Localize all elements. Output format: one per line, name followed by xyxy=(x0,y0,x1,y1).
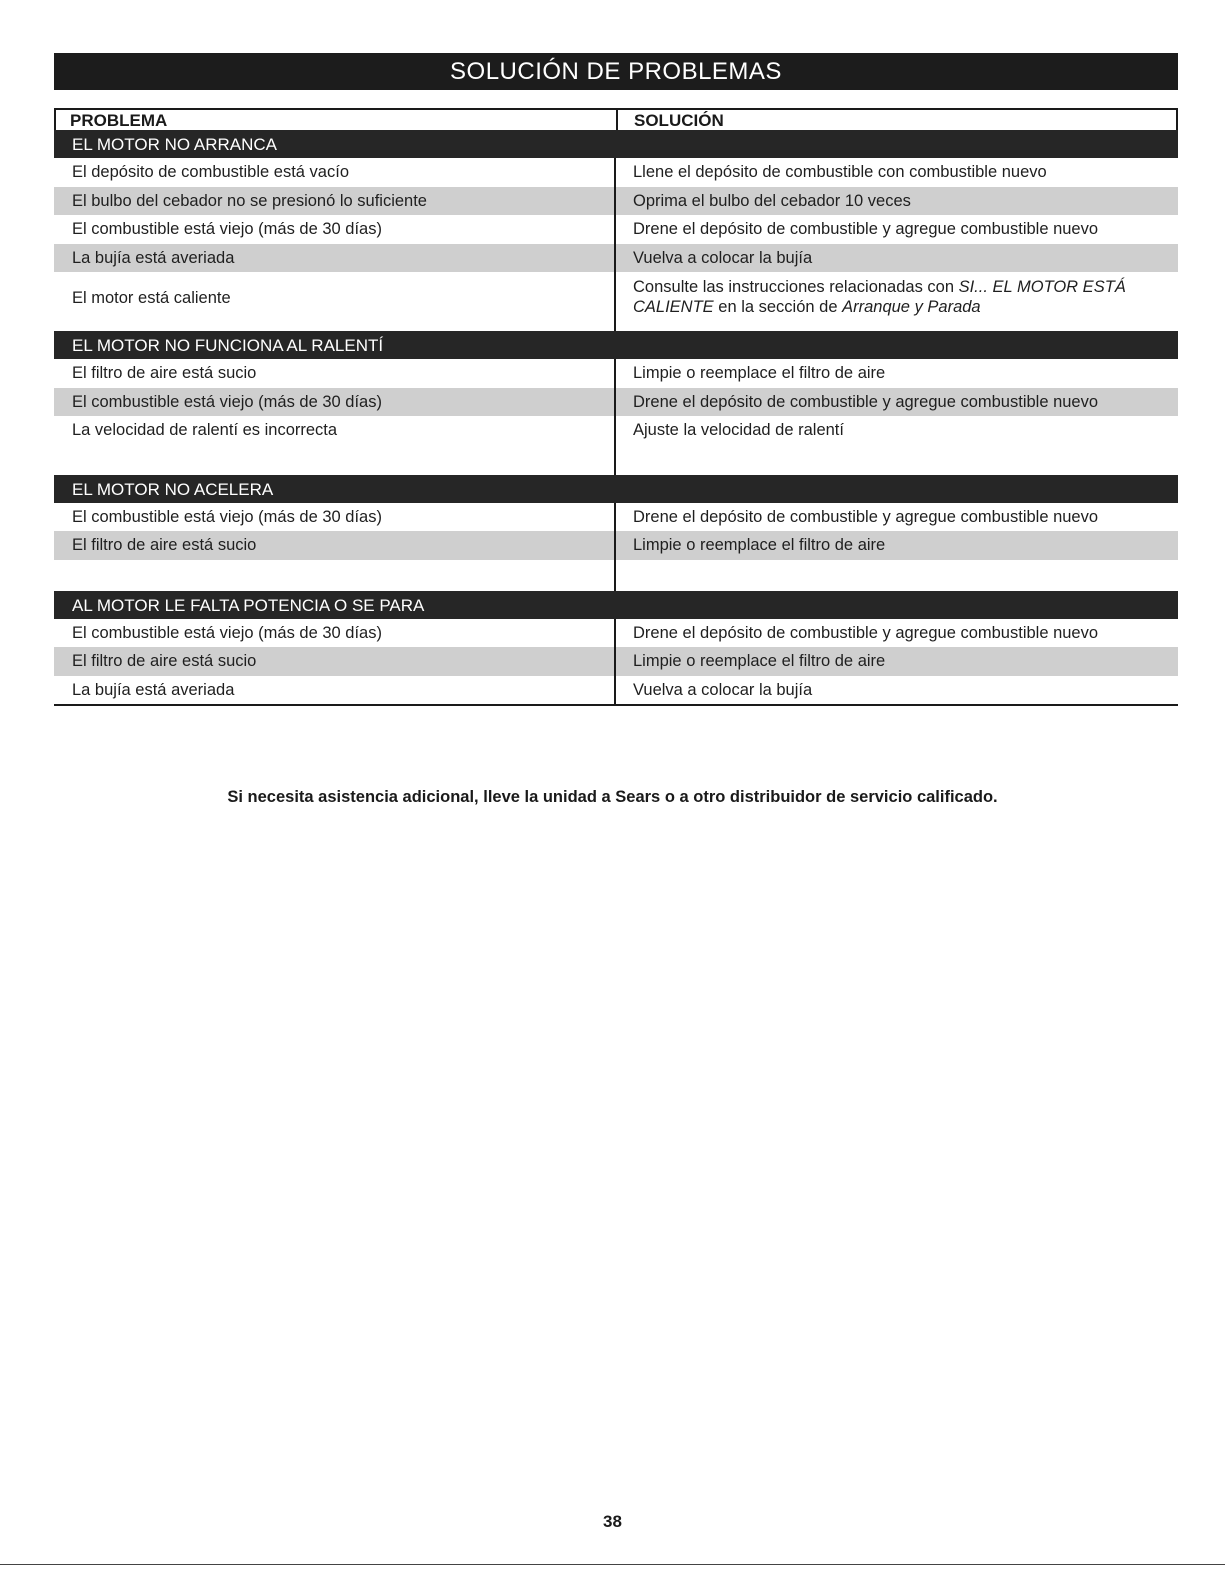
problem-cell: El combustible está viejo (más de 30 días) xyxy=(72,623,382,642)
page-edge-rule xyxy=(0,1564,1225,1565)
problem-cell: El combustible está viejo (más de 30 días) xyxy=(72,392,382,411)
page-number: 38 xyxy=(603,1512,622,1531)
solution-text: en la sección de xyxy=(713,298,843,316)
table-row xyxy=(54,244,1178,273)
solution-cell: Vuelva a colocar la bujía xyxy=(633,680,813,699)
problem-cell: El filtro de aire está sucio xyxy=(72,364,257,382)
section-no-arranca xyxy=(54,130,1178,331)
table-row xyxy=(54,531,1178,560)
solution-cell: Drene el depósito de combustible y agregue combustible nuevo xyxy=(633,392,1099,411)
column-divider xyxy=(614,503,616,591)
table-row xyxy=(54,272,1178,324)
problem-cell: El combustible está viejo (más de 30 días) xyxy=(72,220,382,238)
section-no-ralenti xyxy=(54,331,1178,475)
problem-cell: La velocidad de ralentí es incorrecta xyxy=(72,421,338,439)
solution-cell: Limpie o reemplace el filtro de aire xyxy=(633,536,886,554)
solution-cell: Llene el depósito de combustible con combustible nuevo xyxy=(633,163,1047,181)
table-row xyxy=(54,158,1178,187)
column-divider xyxy=(614,359,616,475)
table-row xyxy=(54,388,1178,417)
column-header-problem: PROBLEMA xyxy=(70,111,168,130)
table-row xyxy=(54,619,1178,648)
section-falta-potencia xyxy=(54,591,1178,705)
section-heading-text: AL MOTOR LE FALTA POTENCIA O SE PARA xyxy=(72,595,425,615)
problem-cell: El depósito de combustible está vacío xyxy=(72,163,349,181)
problem-cell: El motor está caliente xyxy=(72,289,231,307)
problem-cell: El filtro de aire está sucio xyxy=(72,652,257,670)
section-spacer xyxy=(54,324,1178,331)
solution-cell: Drene el depósito de combustible y agregue combustible nuevo xyxy=(633,507,1099,526)
section-heading xyxy=(54,331,1178,359)
troubleshooting-table xyxy=(54,108,1178,706)
section-heading xyxy=(54,130,1178,158)
table-row xyxy=(54,503,1178,532)
problem-cell: La bujía está averiada xyxy=(72,248,235,267)
section-no-acelera xyxy=(54,475,1178,591)
solution-cell: Drene el depósito de combustible y agregue combustible nuevo xyxy=(633,220,1099,238)
column-divider xyxy=(614,619,616,705)
solution-reference: SI... EL MOTOR ESTÁ CALIENTE xyxy=(633,278,1126,316)
table-row xyxy=(54,359,1178,388)
solution-cell: Oprima el bulbo del cebador 10 veces xyxy=(633,191,911,210)
solution-cell xyxy=(633,277,1178,317)
column-divider xyxy=(616,110,618,130)
solution-cell: Limpie o reemplace el filtro de aire xyxy=(633,652,886,670)
solution-cell: Vuelva a colocar la bujía xyxy=(633,248,813,267)
solution-cell: Limpie o reemplace el filtro de aire xyxy=(633,364,886,382)
section-heading xyxy=(54,591,1178,619)
problem-cell: La bujía está averiada xyxy=(72,680,235,699)
problem-cell: El bulbo del cebador no se presionó lo suficiente xyxy=(72,191,427,210)
solution-text: Consulte las instrucciones relacionadas con xyxy=(633,278,959,296)
section-spacer xyxy=(54,445,1178,475)
table-row xyxy=(54,215,1178,244)
section-heading-text: EL MOTOR NO ACELERA xyxy=(72,479,274,499)
solution-cell: Ajuste la velocidad de ralentí xyxy=(633,421,844,439)
table-header xyxy=(54,108,1178,130)
section-spacer xyxy=(54,560,1178,591)
table-row xyxy=(54,416,1178,445)
problem-cell: El combustible está viejo (más de 30 días) xyxy=(72,507,382,526)
table-row xyxy=(54,647,1178,676)
column-header-solution: SOLUCIÓN xyxy=(634,111,724,130)
solution-cell: Drene el depósito de combustible y agregue combustible nuevo xyxy=(633,623,1099,642)
table-row xyxy=(54,187,1178,216)
table-row xyxy=(54,676,1178,705)
solution-reference: Arranque y Parada xyxy=(842,298,981,316)
problem-cell: El filtro de aire está sucio xyxy=(72,536,257,554)
section-heading-text: EL MOTOR NO FUNCIONA AL RALENTÍ xyxy=(72,336,384,355)
section-heading xyxy=(54,475,1178,503)
page-title: SOLUCIÓN DE PROBLEMAS xyxy=(54,53,1178,90)
footer-note: Si necesita asistencia adicional, lleve la unidad a Sears o a otro distribuidor de servicio calificado. xyxy=(227,788,998,806)
section-heading-text: EL MOTOR NO ARRANCA xyxy=(72,135,277,154)
